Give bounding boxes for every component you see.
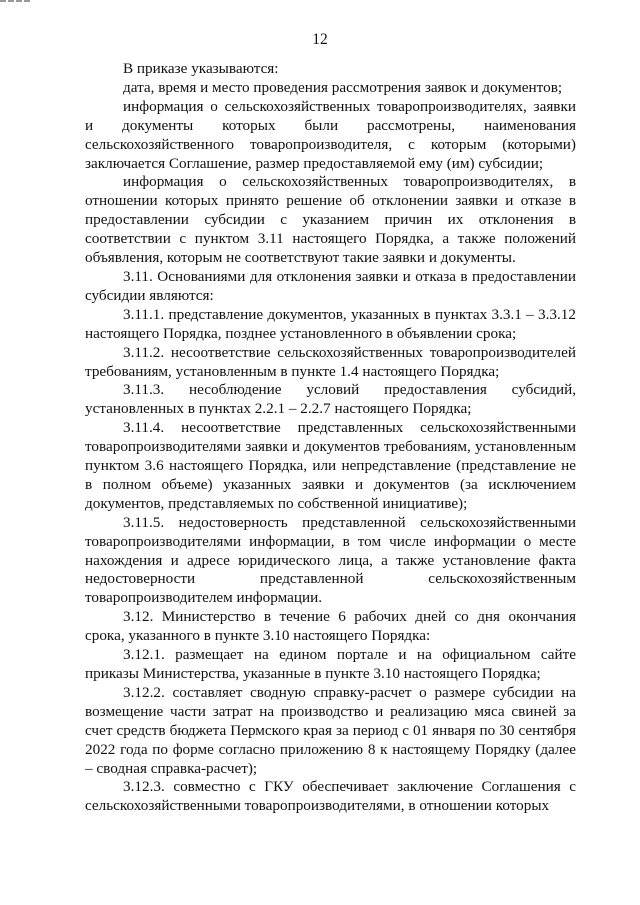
paragraph: 3.12.1. размещает на едином портале и на официальном сайте приказы Министерства, указанные в пункте 3.10 настоящего Порядка;: [85, 646, 576, 682]
paragraph: В приказе указываются:: [123, 60, 279, 77]
paragraph: 3.11.1. представление документов, указанных в пунктах 3.3.1 – 3.3.12 настоящего Порядка, позднее установленного в объявлении срока;: [85, 305, 576, 342]
paragraph: 3.12. Министерство в течение 6 рабочих дней со дня окончания срока, указанного в пункте 3.10 настоящего Порядка:: [85, 608, 576, 645]
paragraph: информация о сельскохозяйственных товаропроизводителях, заявки и документы которых были рассмотрены, наименования сельскохозяйственного товаропроизводителя, с которым (которыми) заключается Соглашение, размер предоставляемой ему (им) субсидии;: [85, 97, 576, 172]
paragraph: дата, время и место проведения рассмотрения заявок и документов;: [123, 78, 563, 96]
page-number: 12: [312, 31, 328, 48]
paragraph: 3.11.5. недостоверность представленной сельскохозяйственными товаропроизводителями информации, в том числе информации о месте нахождения и адресе юридического лица, а также установление факта недостоверности представленной сельскохозяйственным товаропроизводителем информации.: [85, 513, 576, 607]
scan-corner-mark: [0, 0, 30, 6]
paragraph: 3.11. Основаниями для отклонения заявки и отказа в предоставлении субсидии являются:: [85, 267, 576, 304]
paragraph: 3.11.3. несоблюдение условий предоставления субсидий, установленных в пунктах 2.2.1 – 2.2.7 настоящего Порядка;: [85, 381, 576, 418]
paragraph: 3.12.2. составляет сводную справку-расчет о размере субсидии на возмещение части затрат на производство и реализацию мяса свиней за счет средств бюджета Пермского края за период с 01 января по 30 сентября 2022 года по форме согласно приложению 8 к настоящему Порядку (далее – сводная справка-расчет);: [85, 683, 576, 777]
paragraph: 3.12.3. совместно с ГКУ обеспечивает заключение Соглашения с сельскохозяйственными товаропроизводителями, в отношении которых: [85, 778, 576, 815]
paragraph: 3.11.2. несоответствие сельскохозяйственных товаропроизводителей требованиям, установленным в пункте 1.4 настоящего Порядка;: [85, 343, 576, 380]
paragraph: 3.11.4. несоответствие представленных сельскохозяйственными товаропроизводителями заявки и документов требованиям, установленным пунктом 3.6 настоящего Порядка, или непредставление (представление не в полном объеме) указанных заявки и документов (за исключением документов, представляемых по собственной инициативе);: [85, 419, 576, 512]
document-body: [85, 60, 576, 816]
paragraph: информация о сельскохозяйственных товаропроизводителях, в отношении которых принято решение об отклонении заявки и отказе в предоставлении субсидии с указанием причин их отклонения в соответствии с пунктом 3.11 настоящего Порядка, а также положений объявления, которым не соответствуют такие заявки и документы.: [85, 173, 576, 267]
